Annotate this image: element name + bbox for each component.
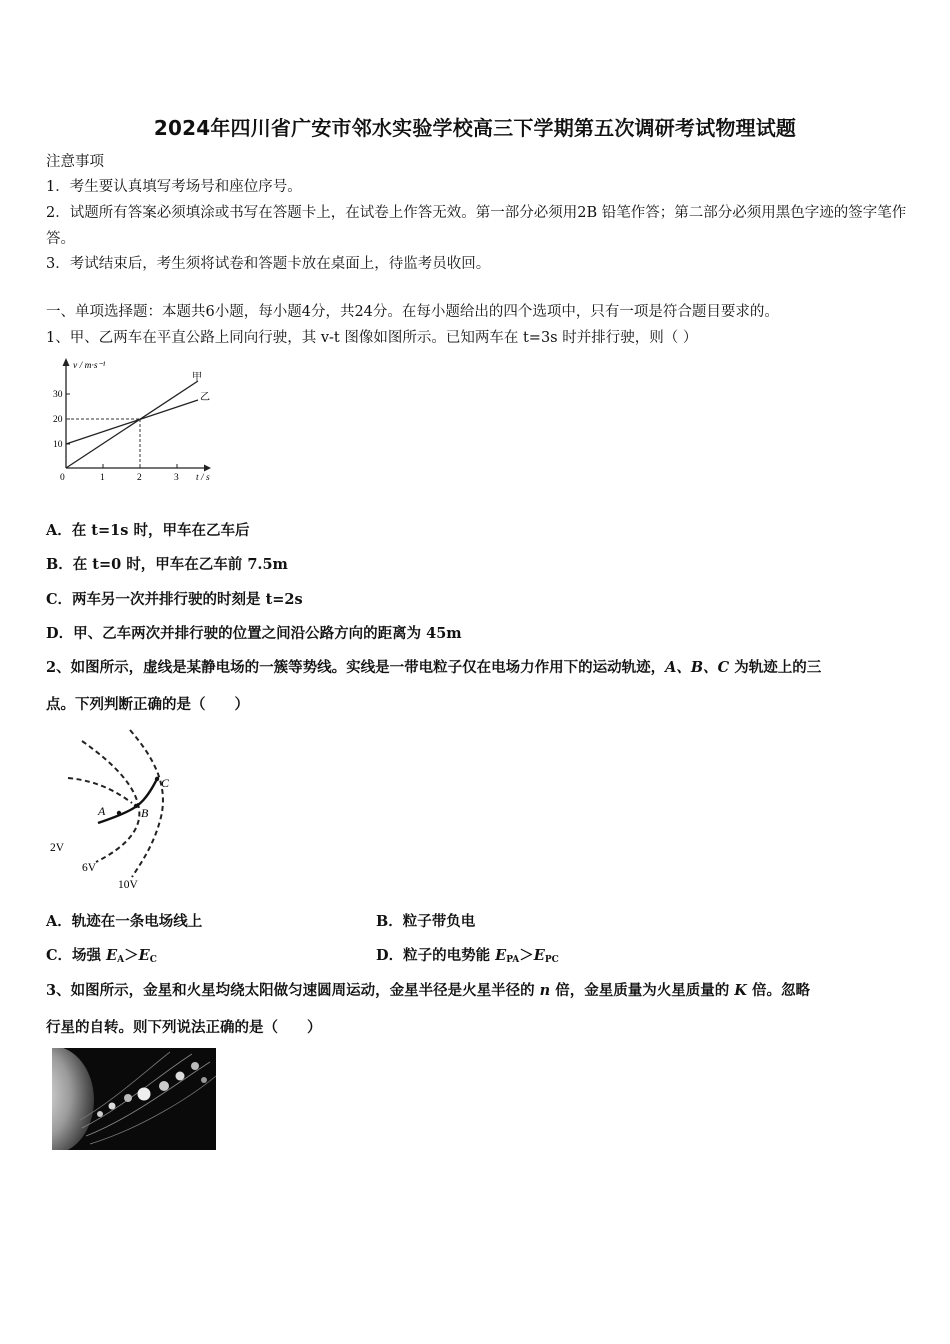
point-b-label: B: [141, 806, 149, 820]
question-1-stem: 1、甲、乙两车在平直公路上同向行驶，其 v-t 图像如图所示。已知两车在 t=3s 时并排行驶，则（ ）: [46, 330, 698, 346]
question-2-option-a: A．轨迹在一条电场线上: [46, 913, 203, 930]
question-2-option-d: [376, 944, 559, 965]
question-1-option-c: C．两车另一次并排行驶的时刻是 t=2s: [46, 591, 303, 608]
graph-line-jia-label: 甲: [192, 372, 202, 383]
notice-item-3: 3．考试结束后，考生须将试卷和答题卡放在桌面上，待监考员收回。: [46, 256, 491, 272]
question-1-option-d: D．甲、乙车两次并排行驶的位置之间沿公路方向的距离为 45m: [46, 625, 462, 642]
option-d-gt: ＞: [519, 947, 534, 964]
graph-xtick-3: 3: [174, 473, 179, 483]
question-2-stem-text: 2、如图所示，虚线是某静电场的一簇等势线。实线是一带电粒子仅在电场力作用下的运动轨迹，: [46, 659, 666, 676]
graph-ytick-30: 30: [53, 390, 63, 400]
potential-10v-label: 10V: [118, 879, 138, 891]
question-1-option-b: B．在 t=0 时，甲车在乙车前 7.5m: [46, 556, 288, 573]
equipotential-figure: [46, 725, 196, 895]
graph-xtick-2: 2: [137, 473, 142, 483]
option-c-sub-c: C: [149, 955, 157, 965]
graph-ytick-20: 20: [53, 415, 63, 425]
option-d-text: D．粒子的电势能: [376, 947, 496, 964]
question-1-option-a: A．在 t=1s 时，甲车在乙车后: [46, 522, 250, 539]
question-3-text-b: 倍，金星质量为火星质量的: [550, 982, 735, 999]
section-heading: 一、单项选择题：本题共6小题，每小题4分，共24分。在每小题给出的四个选项中，只有一项是符合题目要求的。: [46, 304, 779, 320]
option-d-symbol-e: E: [495, 947, 507, 964]
solar-system-image: [52, 1048, 216, 1150]
question-2-option-c: [46, 944, 157, 965]
point-c-label: C: [161, 776, 170, 790]
question-3-var-n: n: [539, 982, 551, 999]
question-3-text-c: 倍。忽略: [746, 982, 810, 999]
page-title: 2024年四川省广安市邻水实验学校高三下学期第五次调研考试物理试题: [153, 116, 797, 140]
notice-item-1: 1．考生要认真填写考场号和座位序号。: [46, 179, 302, 195]
graph-ytick-10: 10: [53, 440, 63, 450]
option-c-text: C．场强: [46, 947, 107, 964]
question-3-stem-line1: [46, 979, 810, 1000]
vt-graph: [46, 356, 226, 491]
graph-line-yi-label: 乙: [200, 392, 210, 403]
question-3-text-a: 3、如图所示，金星和火星均绕太阳做匀速圆周运动，金星半径是火星半径的: [46, 982, 540, 999]
point-a-label: A: [98, 804, 106, 818]
question-2-stem-line2: 点。下列判断正确的是（ ）: [46, 696, 249, 713]
option-d-sub-pa: PA: [506, 955, 520, 965]
graph-ylabel: v / m·s⁻¹: [73, 361, 106, 371]
question-2-stem-line1: [46, 656, 821, 677]
question-3-stem-line2: 行星的自转。则下列说法正确的是（ ）: [46, 1019, 322, 1036]
option-c-sub-a: A: [117, 955, 125, 965]
question-2-points: A、B、C: [665, 659, 730, 676]
question-2-option-b: B．粒子带负电: [376, 913, 476, 930]
option-c-symbol-e2: E: [138, 947, 150, 964]
graph-xlabel: t / s: [196, 473, 210, 483]
option-d-sub-pc: PC: [544, 955, 559, 965]
potential-6v-label: 6V: [82, 862, 97, 874]
notice-heading: 注意事项: [46, 154, 104, 170]
option-c-gt: ＞: [124, 947, 139, 964]
graph-xtick-0: 0: [60, 473, 65, 483]
notice-item-2: 2．试题所有答案必须填涂或书写在答题卡上，在试卷上作答无效。第一部分必须用2B 铅笔作答；第二部分必须用黑色字迹的签字笔作答。: [46, 205, 907, 247]
graph-xtick-1: 1: [100, 473, 105, 483]
question-3-var-k: K: [734, 982, 747, 999]
option-c-symbol-e: E: [106, 947, 118, 964]
option-d-symbol-e2: E: [533, 947, 545, 964]
potential-2v-label: 2V: [50, 842, 65, 854]
question-2-stem-text-2: 为轨迹上的三: [729, 659, 822, 676]
